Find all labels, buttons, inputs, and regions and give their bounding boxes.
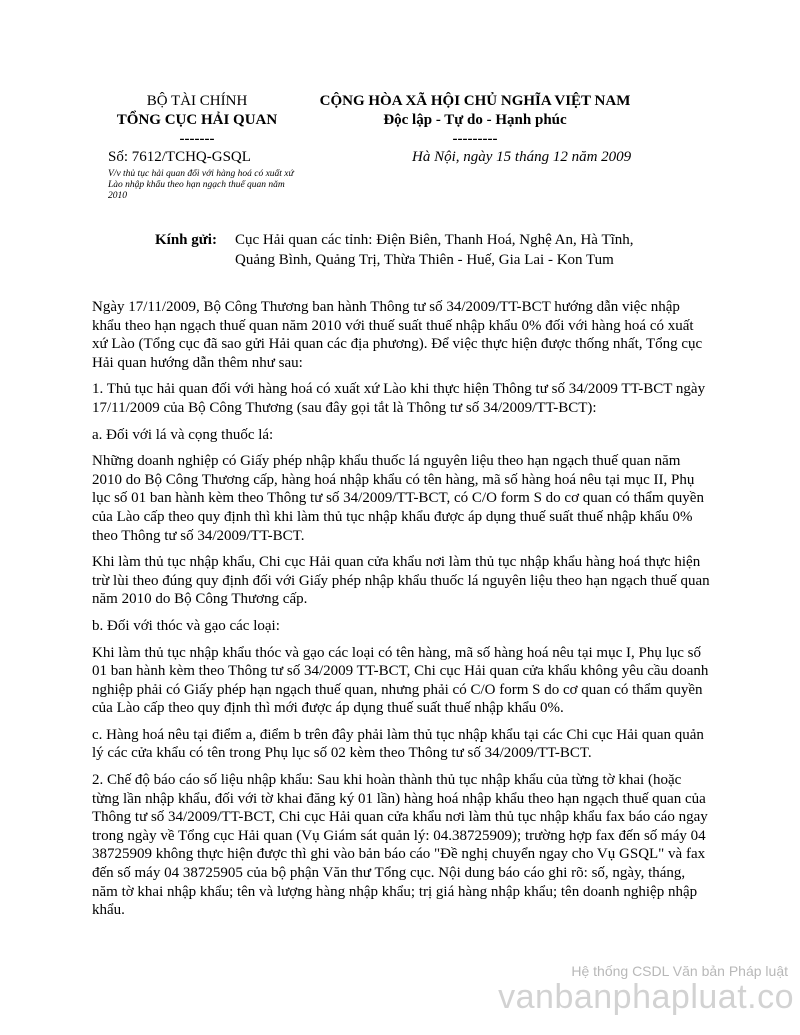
issuer-block xyxy=(92,92,302,149)
document-number: Số: 7612/TCHQ-GSQL xyxy=(108,149,251,165)
issuer-separator: ------- xyxy=(179,131,215,147)
place-and-date: Hà Nội, ngày 15 tháng 12 năm 2009 xyxy=(412,149,632,165)
watermark-site: vanbanphapluat.co xyxy=(498,978,794,1016)
national-motto: Độc lập - Tự do - Hạnh phúc xyxy=(383,112,567,128)
paragraph-item-c: c. Hàng hoá nêu tại điểm a, điểm b trên đây phải làm thủ tục nhập khẩu tại các Chi cục Hải quan quản lý các cửa khẩu có tên trong Phụ lục số 02 kèm theo Thông tư số 34/2009/TT-BCT. xyxy=(92,726,704,762)
paragraph-item-a-heading: a. Đối với lá và cọng thuốc lá: xyxy=(92,426,274,443)
paragraph-item-a-text-2: Khi làm thủ tục nhập khẩu, Chi cục Hải quan cửa khẩu nơi làm thủ tục nhập khẩu hàng hoá thực hiện trừ lùi theo đúng quy định đối với Giấy phép nhập khẩu thuốc lá nguyên liệu theo hạn ngạch thuế quan năm 2010 do Bộ Công Thương cấp. xyxy=(92,554,710,608)
recipient-block xyxy=(155,230,655,270)
paragraph-item-b-heading: b. Đối với thóc và gạo các loại: xyxy=(92,617,280,634)
paragraph-section-2: 2. Chế độ báo cáo số liệu nhập khẩu: Sau khi hoàn thành thủ tục nhập khẩu của từng tờ khai (hoặc từng lần nhập khẩu, đối với tờ khai đăng ký 01 lần) hàng hoá nhập khẩu theo hạn ngạch thuế quan của Thông tư số 34/2009/TT-BCT, Chi cục Hải quan cửa khẩu nơi làm thủ tục nhập khẩu fax báo cáo ngay trong ngày về Tổng cục Hải quan (Vụ Giám sát quản lý: 04.38725909); trường hợp fax đến số máy 04 38725909 không thực hiện được thì ghi vào bản báo cáo "Đề nghị chuyển ngay cho Vụ GSQL" và fax đến số máy 04 38725905 của bộ phận Văn thư Tổng cục. Nội dung báo cáo ghi rõ: số, ngày, tháng, năm tờ khai nhập khẩu; tên và lượng hàng nhập khẩu; trị giá hàng nhập khẩu; tên doanh nghiệp nhập khẩu. xyxy=(92,772,708,919)
document-subject: V/v thủ tục hải quan đối với hàng hoá có xuất xứ Lào nhập khẩu theo hạn ngạch thuế quan năm 2010 xyxy=(108,169,294,201)
paragraph-item-b-text: Khi làm thủ tục nhập khẩu thóc và gạo các loại có tên hàng, mã số hàng hoá nêu tại mục I, Phụ lục số 01 ban hành kèm theo Thông tư số 34/2009 TT-BCT, Chi cục Hải quan cửa khẩu không yêu cầu doanh nghiệp phải có Giấy phép hạn ngạch thuế quan, nhưng phải có C/O form S do cơ quan có thẩm quyền của Lào cấp theo quy định thì mới được áp dụng thuế suất thuế nhập khẩu 0%. xyxy=(92,644,709,717)
document-body xyxy=(92,298,712,928)
national-header xyxy=(290,92,660,149)
country-name: CỘNG HÒA XÃ HỘI CHỦ NGHĨA VIỆT NAM xyxy=(319,93,631,109)
motto-separator: --------- xyxy=(452,131,498,147)
recipient-value: Cục Hải quan các tỉnh: Điện Biên, Thanh Hoá, Nghệ An, Hà Tĩnh, Quảng Bình, Quảng Trị, Thừa Thiên - Huế, Gia Lai - Kon Tum xyxy=(235,232,634,268)
recipient-label: Kính gửi: xyxy=(155,232,217,248)
ministry-name: BỘ TÀI CHÍNH xyxy=(146,93,248,109)
paragraph-item-a-text-1: Những doanh nghiệp có Giấy phép nhập khẩu thuốc lá nguyên liệu theo hạn ngạch thuế quan năm 2010 do Bộ Công Thương cấp, hàng hoá nhập khẩu có tên hàng, mã số hàng hoá nêu tại mục II, Phụ lục số 01 ban hành kèm theo Thông tư số 34/2009/TT-BCT, có C/O form S do cơ quan có thẩm quyền của Lào cấp theo quy định thì khi làm thủ tục nhập khẩu được áp dụng thuế suất thuế nhập khẩu 0% theo Thông tư số 34/2009/TT-BCT. xyxy=(92,453,704,544)
paragraph-section-1: 1. Thủ tục hải quan đối với hàng hoá có xuất xứ Lào khi thực hiện Thông tư số 34/2009 TT-BCT ngày 17/11/2009 của Bộ Công Thương (sau đây gọi tắt là Thông tư số 34/2009/TT-BCT): xyxy=(92,381,706,416)
department-name: TỔNG CỤC HẢI QUAN xyxy=(116,112,278,128)
watermark-caption: Hệ thống CSDL Văn bản Pháp luật xyxy=(571,963,788,979)
paragraph-intro: Ngày 17/11/2009, Bộ Công Thương ban hành Thông tư số 34/2009/TT-BCT hướng dẫn việc nhập khẩu theo hạn ngạch thuế quan năm 2010 với thuế suất thuế nhập khẩu 0% đối với hàng hoá có xuất xứ Lào (Tổng cục đã sao gửi Hải quan các địa phương). Để việc thực hiện được thống nhất, Tổng cục Hải quan hướng dẫn thêm như sau: xyxy=(92,299,703,371)
